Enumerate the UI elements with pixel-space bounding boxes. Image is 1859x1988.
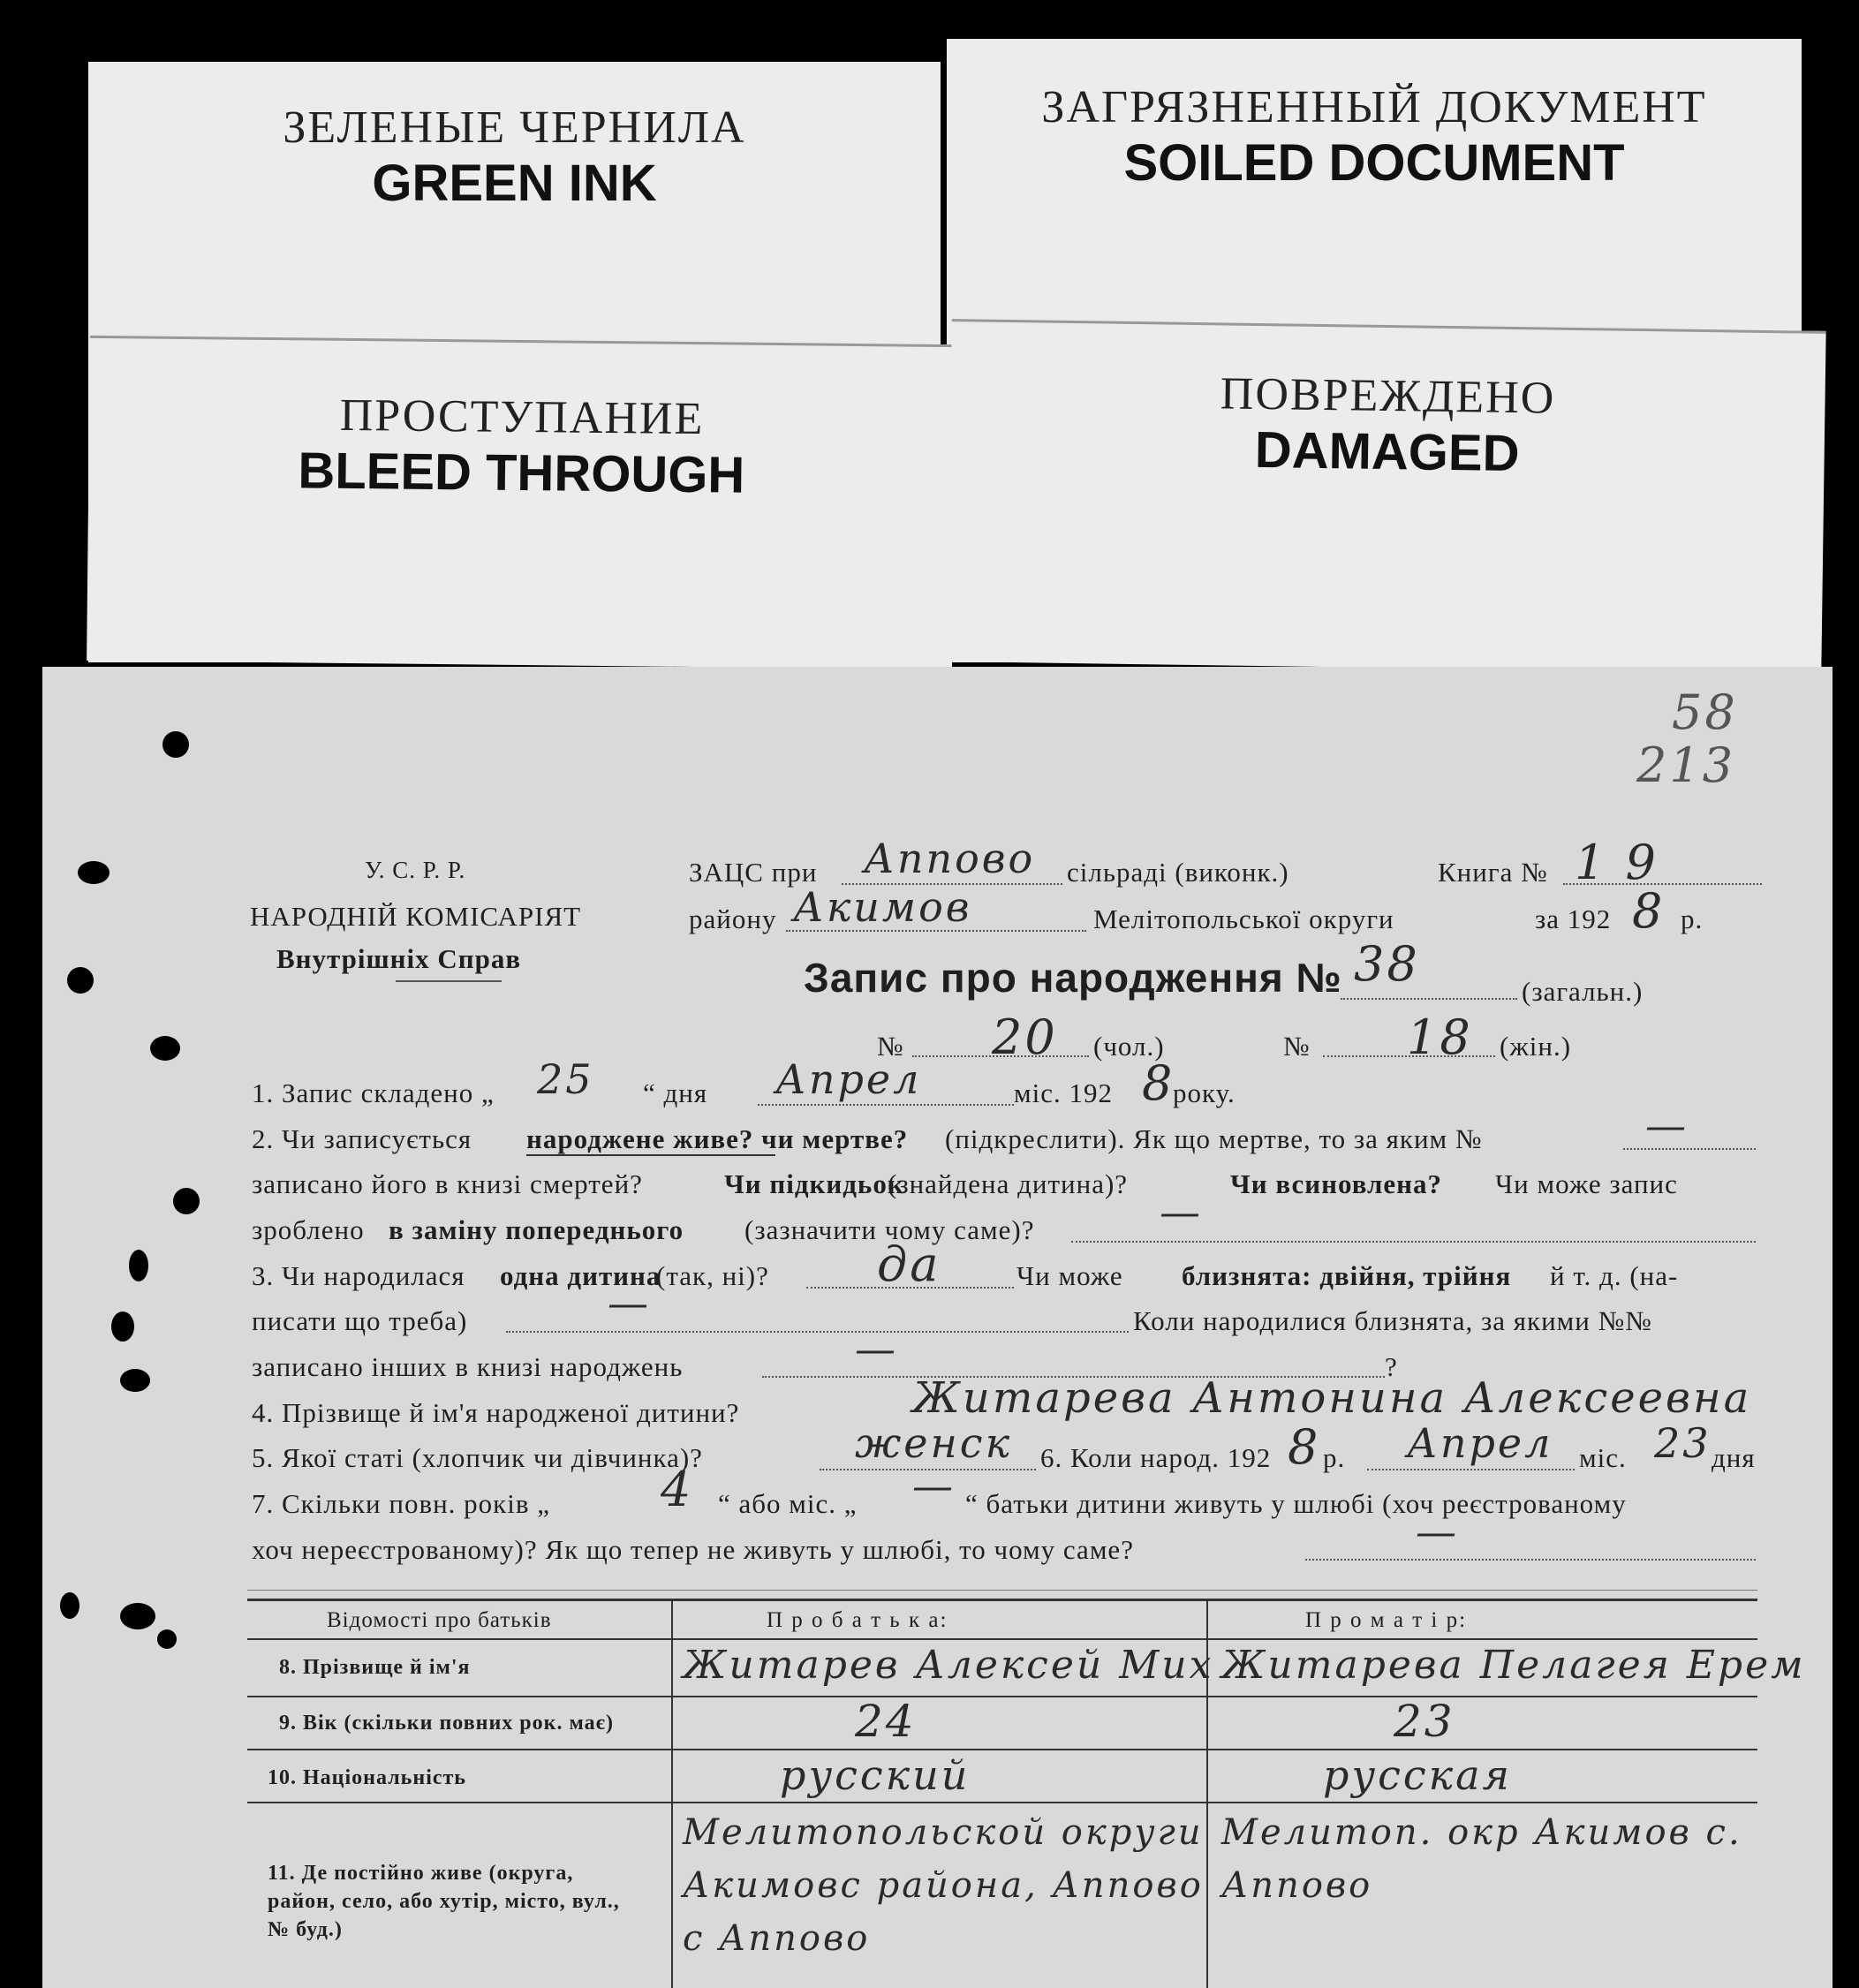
father-residence: Мелитопольской округи Акимовс района, Аппово с Аппово xyxy=(683,1812,1204,1959)
table-header-info: Відомості про батьків xyxy=(327,1608,552,1632)
male-label: (чол.) xyxy=(1093,1031,1165,1062)
damaged-ru-label: ПОВРЕЖДЕНО xyxy=(1220,368,1556,424)
table-col-divider xyxy=(671,1601,673,1988)
table-row-label: 10. Національність xyxy=(268,1766,466,1789)
q6-day: 23 xyxy=(1654,1419,1712,1467)
q2-replacement-value: — xyxy=(1160,1188,1203,1236)
mother-nationality: русская xyxy=(1323,1751,1513,1799)
q2-question: (підкреслити). Як що мертве, то за яким № xyxy=(945,1123,1483,1154)
q3-twins-value: — xyxy=(608,1279,651,1327)
damaged-card xyxy=(947,319,1825,674)
soiled-en-label: SOILED DOCUMENT xyxy=(1123,134,1625,192)
record-total-label: (загальн.) xyxy=(1522,976,1644,1007)
punch-hole xyxy=(173,1188,200,1214)
q7-label: 7. Скільки повн. років „ xyxy=(252,1488,550,1519)
corner-number-1: 58 xyxy=(1672,684,1738,740)
record-number: 38 xyxy=(1354,936,1420,992)
damage-hole xyxy=(60,1592,79,1619)
bleed-ru-label: ПРОСТУПАНИЕ xyxy=(339,389,705,445)
bleed-through-card xyxy=(87,336,956,669)
q1-year-label: року. xyxy=(1173,1077,1236,1108)
q2-made-label: зроблено xyxy=(252,1214,365,1245)
father-nationality: русский xyxy=(780,1751,971,1799)
q3-maybe: Чи може xyxy=(1016,1260,1123,1291)
table-header-father: П р о б а т ь к а: xyxy=(767,1608,948,1632)
table-row-divider xyxy=(247,1749,1757,1750)
punch-hole xyxy=(67,967,94,994)
q4-label: 4. Прізвище й ім'я народженої дитини? xyxy=(252,1397,740,1428)
okrug-label: Мелітопольської округи xyxy=(1093,903,1394,934)
dotted-line xyxy=(506,1331,1129,1333)
q3-value: да xyxy=(877,1236,941,1292)
district-value: Акимов xyxy=(793,883,972,931)
book-value: 1 9 xyxy=(1575,835,1659,890)
q1-label: 1. Запис складено „ xyxy=(252,1077,495,1108)
q1-day-suffix: “ дня xyxy=(643,1077,708,1108)
damage-hole xyxy=(120,1603,155,1629)
dotted-line xyxy=(1305,1559,1756,1561)
mother-age: 23 xyxy=(1394,1696,1455,1747)
female-no-value: 18 xyxy=(1407,1009,1473,1065)
district-label: району xyxy=(689,903,777,934)
q3-recorded-label: записано інших в книзі народжень xyxy=(252,1351,684,1382)
table-row-label: 11. Де постійно живе (округа, район, село, або хутір, місто, вул., № буд.) xyxy=(268,1862,620,1941)
q7-marriage-label: “ батьки дитини живуть у шлюбі (хоч реєстрованому xyxy=(965,1488,1627,1519)
table-row-divider xyxy=(247,1638,1757,1640)
father-name: Житарев Алексей Мих xyxy=(683,1643,1214,1688)
q2-deaths-label: записано його в книзі смертей? xyxy=(252,1168,643,1199)
q2-adopted: Чи всиновлена? xyxy=(1230,1168,1443,1199)
year-label: за 192 xyxy=(1535,903,1612,934)
dotted-line xyxy=(1323,1055,1495,1057)
q2-found-child: (знайдена дитина)? xyxy=(888,1168,1129,1199)
corner-number-2: 213 xyxy=(1636,737,1736,793)
q2-value: — xyxy=(1645,1101,1689,1149)
zags-value: Аппово xyxy=(864,835,1036,882)
q3-label: 3. Чи народилася xyxy=(252,1260,465,1291)
commissariat-label: НАРОДНІЙ КОМІСАРІЯТ xyxy=(250,901,582,932)
q1-month: Апрел xyxy=(775,1055,922,1103)
damage-hole xyxy=(78,861,110,884)
bleed-en-label: BLEED THROUGH xyxy=(298,442,745,504)
table-header-mother: П р о м а т і р: xyxy=(1305,1608,1468,1632)
damage-hole xyxy=(120,1369,150,1392)
punch-hole xyxy=(162,731,189,758)
q2-foundling: Чи підкидьок xyxy=(724,1168,904,1199)
q6-month-label: міс. xyxy=(1579,1442,1627,1473)
q5-sex-value: женск xyxy=(855,1419,1013,1467)
table-top-rule xyxy=(247,1590,1757,1591)
q6-label: 6. Коли народ. 192 xyxy=(1040,1442,1272,1473)
q3-write-label: писати що треба) xyxy=(252,1305,468,1336)
q7-months: — xyxy=(912,1462,956,1509)
male-no-value: 20 xyxy=(992,1009,1058,1065)
dotted-line xyxy=(1367,1469,1575,1470)
male-no-label: № xyxy=(877,1031,904,1062)
dotted-line xyxy=(758,1104,1014,1106)
q3-recorded-value: — xyxy=(855,1325,898,1372)
table-row-label: 8. Прізвище й ім'я xyxy=(279,1656,471,1679)
header-underline xyxy=(396,980,502,982)
mother-residence: Мелитоп. окр Акимов с. Аппово xyxy=(1221,1812,1742,1906)
dotted-line xyxy=(912,1055,1089,1057)
dotted-line xyxy=(806,1287,1014,1289)
table-row-label: 9. Вік (скільки повних рок. має) xyxy=(279,1712,615,1735)
year-suffix: р. xyxy=(1681,903,1704,934)
internal-affairs-label: Внутрішніх Справ xyxy=(276,943,522,974)
q2-label: 2. Чи записується xyxy=(252,1123,472,1154)
q6-day-label: дня xyxy=(1712,1442,1756,1473)
q7-months-label: “ або міс. „ xyxy=(718,1488,858,1519)
alive-underline xyxy=(526,1154,775,1156)
q2-replacement: в заміну попереднього xyxy=(389,1214,684,1245)
damaged-en-label: DAMAGED xyxy=(1254,420,1520,483)
green-ink-ru-label: ЗЕЛЕНЫЕ ЧЕРНИЛА xyxy=(283,102,746,153)
q1-year: 8 xyxy=(1142,1055,1175,1111)
q2-specify: (зазначити чому саме)? xyxy=(744,1214,1035,1245)
book-label: Книга № xyxy=(1438,857,1548,888)
dotted-line xyxy=(1341,998,1517,1000)
council-label: сільраді (виконк.) xyxy=(1067,857,1289,888)
female-label: (жін.) xyxy=(1500,1031,1572,1062)
dotted-line xyxy=(786,930,1086,932)
damage-hole xyxy=(111,1311,134,1342)
q2-may-record: Чи може запис xyxy=(1495,1168,1678,1199)
q3-etc: й т. д. (на- xyxy=(1550,1260,1679,1291)
q3-yes-no: (так, ні)? xyxy=(656,1260,769,1291)
q3-when-twins: Коли народилися близнята, за якими №№ xyxy=(1133,1305,1652,1336)
damage-hole xyxy=(157,1629,177,1649)
birth-record-form xyxy=(42,667,1833,1988)
ussr-label: У. С. Р. Р. xyxy=(365,857,466,883)
dotted-line xyxy=(1071,1241,1756,1243)
damage-hole xyxy=(129,1250,148,1281)
green-ink-en-label: GREEN INK xyxy=(372,155,657,212)
q3-one-child: одна дитина xyxy=(500,1260,661,1291)
table-row-divider xyxy=(247,1802,1757,1803)
zags-label: ЗАЦС при xyxy=(689,857,818,888)
q2-alive-dead: народжене живе? чи мертве? xyxy=(526,1123,909,1154)
q6-month: Апрел xyxy=(1407,1419,1553,1467)
q1-day: 25 xyxy=(537,1055,594,1103)
dotted-line xyxy=(1623,1148,1756,1150)
q6-year-suffix: р. xyxy=(1323,1442,1346,1473)
q7-years: 4 xyxy=(661,1462,694,1517)
record-title: Запис про народження № xyxy=(804,955,1342,1001)
year-value: 8 xyxy=(1632,883,1666,939)
mother-name: Житарева Пелагея Ерем xyxy=(1221,1643,1806,1688)
table-top-border xyxy=(247,1599,1757,1601)
q7-unregistered-label: хоч нереєстрованому)? Як що тепер не живуть у шлюбі, то чому саме? xyxy=(252,1534,1134,1565)
damage-hole xyxy=(150,1036,180,1061)
q3-twins: близнята: двійня, трійня xyxy=(1182,1260,1512,1291)
soiled-ru-label: ЗАГРЯЗНЕННЫЙ ДОКУМЕНТ xyxy=(1041,82,1707,132)
q6-year: 8 xyxy=(1288,1419,1321,1475)
father-age: 24 xyxy=(855,1696,917,1747)
q5-label: 5. Якої статі (хлопчик чи дівчинка)? xyxy=(252,1442,703,1473)
q1-month-label: міс. 192 xyxy=(1014,1077,1113,1108)
q3-question-mark: ? xyxy=(1385,1351,1398,1382)
q7-reason-value: — xyxy=(1416,1508,1459,1555)
q4-child-name: Житарева Антонина Алексеевна xyxy=(912,1373,1752,1423)
female-no-label: № xyxy=(1283,1031,1311,1062)
table-row-divider xyxy=(247,1696,1757,1697)
